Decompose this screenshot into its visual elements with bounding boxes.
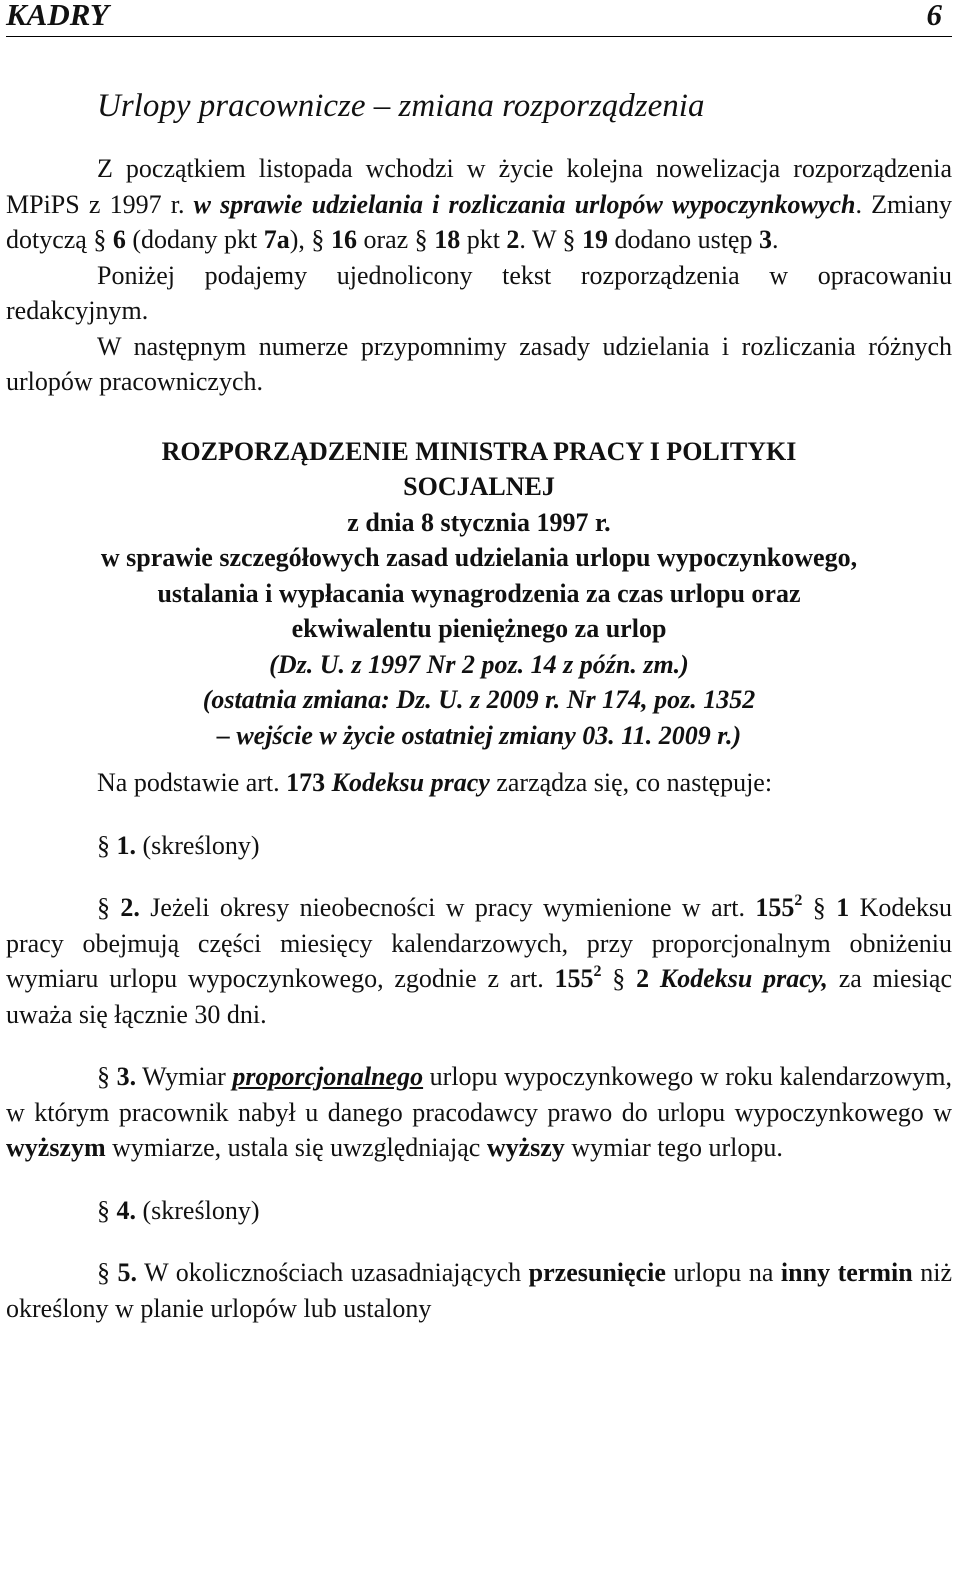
intro-paragraph: Z początkiem listopada wchodzi w życie kolejna nowelizacja rozporządzenia MPiPS z 1997 r. w sprawie udzielania i rozliczania urlopów wypoczynkowych. Zmiany dotyczą § 6 (dodany pkt 7a), § 16 oraz § 18 pkt 2. W § 19 dodano ustęp 3. — [6, 154, 952, 254]
regulation-subject-line1: w sprawie szczegółowych zasad udzielania urlopu wypoczynkowego, — [100, 543, 858, 572]
section-4: § 4. (skreślony) — [97, 1195, 260, 1225]
header-page-number: 6 — [926, 0, 942, 32]
article-title: Urlopy pracownicze – zmiana rozporządzenia — [97, 88, 705, 124]
regulation-effective-date: – wejście w życie ostatniej zmiany 03. 11. 2009 r.) — [216, 720, 742, 750]
regulation-heading — [6, 434, 952, 754]
section-sign-2: § — [97, 893, 121, 922]
section-sign-5: § — [97, 1258, 118, 1287]
note-paragraph: Poniżej podajemy ujednolicony tekst rozporządzenia w opracowaniu redakcyjnym. — [6, 260, 952, 325]
section-2: § 2. Jeżeli okresy nieobecności w pracy wymienione w art. $155^2$ § 1 Kodeksu pracy obejmują części miesięcy kalendarzowych, przy proporcjonalnym obniżeniu wymiaru urlopu wypoczynkowego, zgodnie z art. $155^2$ § 2 Kodeksu pracy, za miesiąc uważa się łącznie 30 dni. — [6, 892, 953, 1029]
regulation-last-change: (ostatnia zmiana: Dz. U. z 2009 r. Nr 174, poz. 1352 — [202, 685, 756, 714]
section-5: § 5. W okolicznościach uzasadniających przesunięcie urlopu na inny termin niż określony w planie urlopów lub ustalony — [6, 1258, 953, 1323]
next-issue-paragraph: W następnym numerze przypomnimy zasady udzielania i rozliczania różnych urlopów pracowniczych. — [6, 331, 952, 396]
regulation-date: z dnia 8 stycznia 1997 r. — [347, 507, 611, 537]
section-3: § 3. Wymiar proporcjonalnego urlopu wypoczynkowego w roku kalendarzowym, w którym pracownik nabył u danego pracodawcy prawo do urlopu wypoczynkowego w wyższym wymiarze, ustala się uwzględniając wyższy wymiar tego urlopu. — [6, 1062, 952, 1162]
section-sign-3: § — [97, 1062, 117, 1091]
regulation-subject-line2: ustalania i wypłacania wynagrodzenia za czas urlopu oraz — [157, 578, 801, 608]
section-sign-1: § — [97, 830, 117, 860]
regulation-title-line1: ROZPORZĄDZENIE MINISTRA PRACY I POLITYKI — [161, 436, 797, 466]
document-page — [6, 0, 952, 1326]
regulation-subject-line3: ekwiwalentu pieniężnego za urlop — [291, 614, 667, 643]
page-header — [6, 0, 952, 37]
section-sign-4: § — [97, 1195, 117, 1225]
header-section: KADRY — [6, 0, 109, 32]
legal-basis: Na podstawie art. 173 Kodeksu pracy zarządza się, co następuje: — [97, 768, 773, 797]
regulation-title-line2: SOCJALNEJ — [403, 472, 555, 501]
section-1: § 1. (skreślony) — [97, 830, 260, 860]
regulation-reference: (Dz. U. z 1997 Nr 2 poz. 14 z późn. zm.) — [269, 649, 689, 679]
